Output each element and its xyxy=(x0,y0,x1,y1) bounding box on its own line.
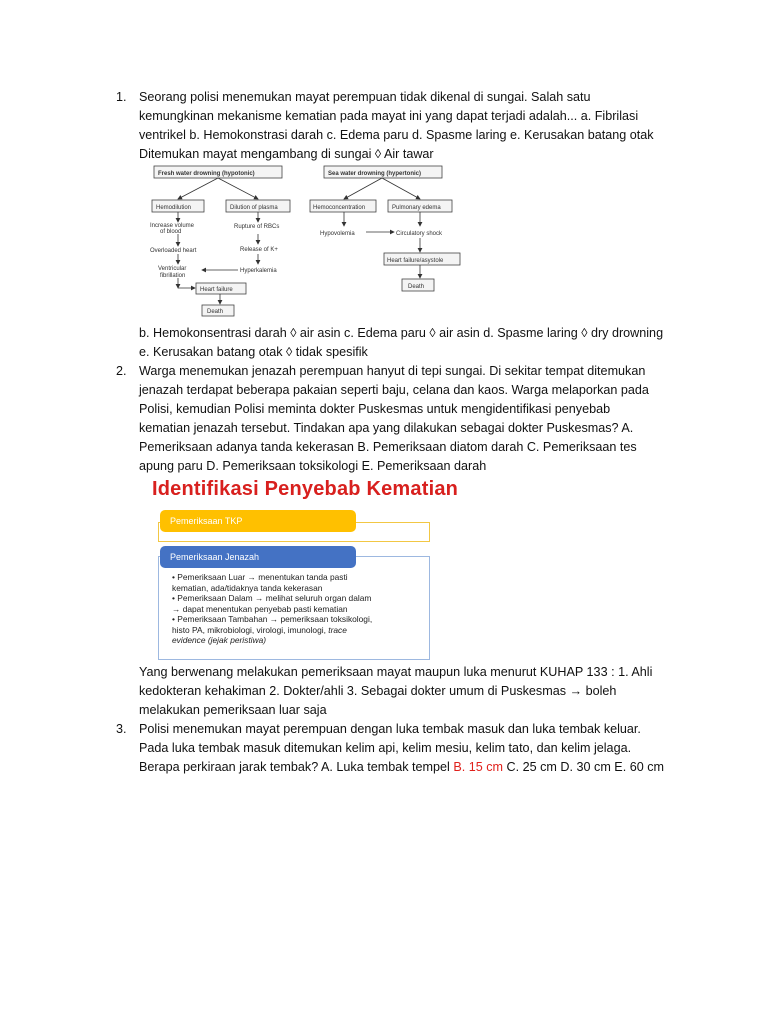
hypovolemia-label: Hypovolemia xyxy=(320,231,355,237)
hemodilution-label: Hemodilution xyxy=(156,205,192,211)
bullet-italic: trace xyxy=(328,624,347,635)
death-label-right: Death xyxy=(408,284,425,290)
bullet-line: → dapat menentukan penyebab pasti kematian xyxy=(172,603,348,614)
fresh-water-title: Fresh water drowning (hypotonic) xyxy=(158,171,255,177)
bullet-line-italic: evidence (jejak peristiwa) xyxy=(172,635,267,645)
of-blood-label: of blood xyxy=(160,229,182,235)
circulatory-shock-label: Circulatory shock xyxy=(396,231,443,237)
text-line: jenazah terdapat beberapa pakaian seperti baju, celana dan kaos. Warga melaporkan pada xyxy=(139,383,649,397)
bullet-line: kematian, ada/tidaknya tanda kekerasan xyxy=(172,582,323,593)
tkp-label: Pemeriksaan TKP xyxy=(160,510,356,532)
pulmonary-edema-label: Pulmonary edema xyxy=(392,205,441,211)
text-line: ventrikel b. Hemokonstrasi darah c. Edema paru d. Spasme laring e. Kerusakan batang otak xyxy=(139,128,654,142)
text-line: Warga menemukan jenazah perempuan hanyut di tepi sungai. Di sekitar tempat ditemukan xyxy=(139,364,646,378)
hyperkalemia-label: Hyperkalemia xyxy=(240,268,277,274)
question-number: 3. xyxy=(116,722,127,736)
rupture-rbc-label: Rupture of RBCs xyxy=(234,224,280,230)
increase-volume-label: Increase volume xyxy=(150,223,195,229)
text-segment: C. 25 cm D. 30 cm E. 60 cm xyxy=(503,760,664,774)
question-text xyxy=(139,88,679,164)
question-text xyxy=(139,720,679,777)
text-line: Polisi, kemudian Polisi meminta dokter Puskesmas untuk mengidentifikasi penyebab xyxy=(139,402,611,416)
bullet-line: histo PA, mikrobiologi, virologi, imunologi, xyxy=(172,624,329,635)
question-text xyxy=(139,362,679,476)
dilution-plasma-label: Dilution of plasma xyxy=(230,205,278,211)
text-line-with-answer xyxy=(139,758,679,777)
question-1-answer-notes xyxy=(139,324,679,362)
heart-failure-label: Heart failure xyxy=(200,287,233,293)
text-line: kematian jenazah tersebut. Tindakan apa yang dilakukan sebagai dokter Puskesmas? A. xyxy=(139,421,634,435)
text-segment: Berapa perkiraan jarak tembak? A. Luka tembak tempel xyxy=(139,760,454,774)
text-line: Ditemukan mayat mengambang di sungai ◊ Air tawar xyxy=(139,147,434,161)
bullet-line: • Pemeriksaan Dalam → melihat seluruh organ dalam xyxy=(172,593,372,603)
identification-slide xyxy=(140,472,460,660)
question-number: 2. xyxy=(116,364,127,378)
text-line: melakukan pemeriksaan luar saja xyxy=(139,703,327,717)
fibrillation-label: fibrillation xyxy=(160,273,186,279)
sea-water-title: Sea water drowning (hypertonic) xyxy=(328,171,422,177)
text-line: Pada luka tembak masuk ditemukan kelim api, kelim mesiu, kelim tato, dan kelim jelaga. xyxy=(139,741,632,755)
bullet-line: • Pemeriksaan Tambahan → pemeriksaan toksikologi, xyxy=(172,614,373,624)
hemoconcentration-label: Hemoconcentration xyxy=(313,205,366,211)
text-line: Seorang polisi menemukan mayat perempuan tidak dikenal di sungai. Salah satu xyxy=(139,90,591,104)
text-line: Yang berwenang melakukan pemeriksaan mayat maupun luka menurut KUHAP 133 : 1. Ahli xyxy=(139,665,653,679)
text-line: e. Kerusakan batang otak ◊ tidak spesifik xyxy=(139,345,368,359)
text-line: Polisi menemukan mayat perempuan dengan luka tembak masuk dan luka tembak keluar. xyxy=(139,722,641,736)
release-k-label: Release of K+ xyxy=(240,247,278,253)
text-line: kedokteran kehakiman 2. Dokter/ahli 3. Sebagai dokter umum di Puskesmas → boleh xyxy=(139,684,617,698)
jenazah-bullet-list xyxy=(172,572,434,646)
question-2-answer-notes xyxy=(139,663,679,720)
death-label-left: Death xyxy=(207,309,224,315)
slide-title: Identifikasi Penyebab Kematian xyxy=(152,478,459,500)
text-line: b. Hemokonsentrasi darah ◊ air asin c. Edema paru ◊ air asin d. Spasme laring ◊ dry drowning xyxy=(139,326,664,340)
highlighted-answer: B. 15 cm xyxy=(453,760,504,774)
bullet-line-with-italic xyxy=(172,625,434,636)
text-line: apung paru D. Pemeriksaan toksikologi E. Pemeriksaan darah xyxy=(139,459,487,473)
text-line: Pemeriksaan adanya tanda kekerasan B. Pemeriksaan diatom darah C. Pemeriksaan tes xyxy=(139,440,637,454)
overloaded-heart-label: Overloaded heart xyxy=(150,248,197,254)
bullet-line: • Pemeriksaan Luar → menentukan tanda pasti xyxy=(172,572,348,582)
drowning-flowchart xyxy=(140,162,480,322)
ventricular-label: Ventricular xyxy=(158,266,187,272)
question-number: 1. xyxy=(116,90,127,104)
heart-failure-asystole-label: Heart failure/asystole xyxy=(387,258,444,264)
text-line: kemungkinan mekanisme kematian pada mayat ini yang dapat terjadi adalah... a. Fibrilasi xyxy=(139,109,639,123)
jenazah-label: Pemeriksaan Jenazah xyxy=(160,546,356,568)
flowchart-svg xyxy=(140,162,480,322)
